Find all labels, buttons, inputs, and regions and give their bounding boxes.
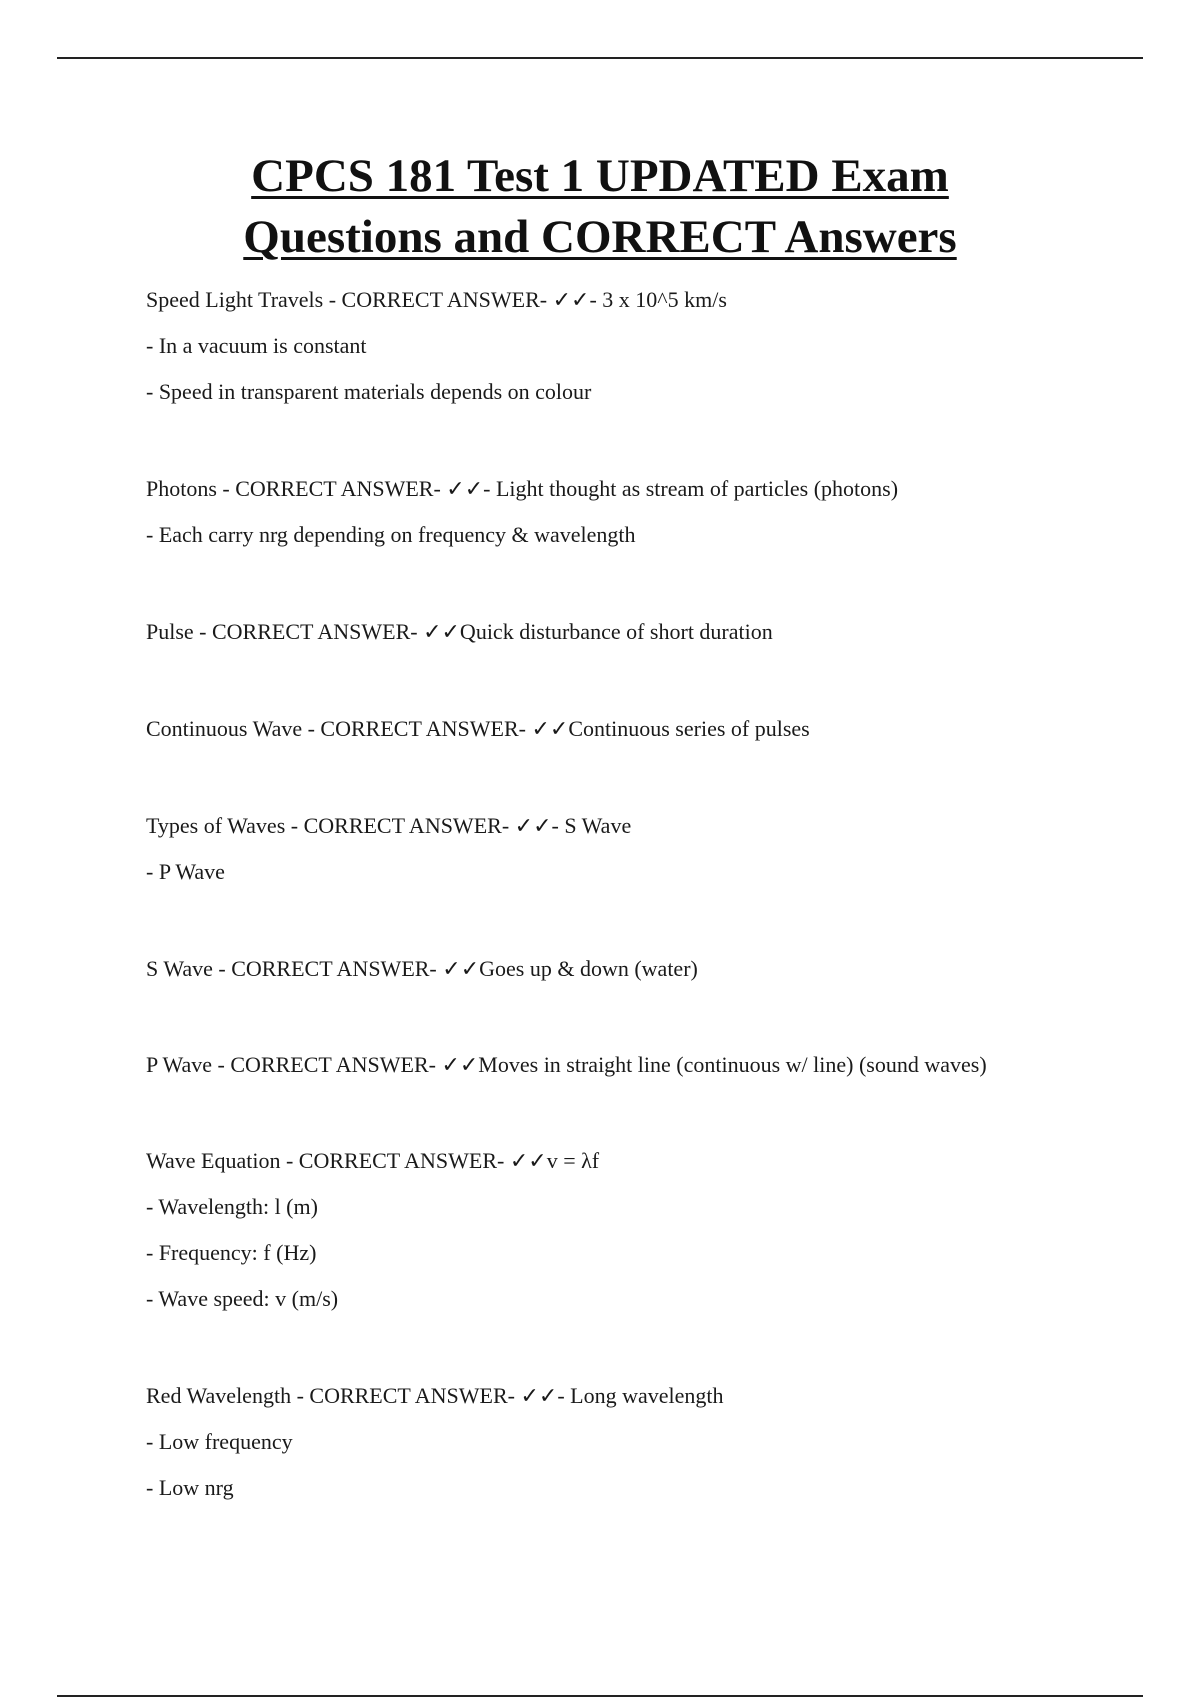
qa-entry-speed-light [146,283,1036,409]
qa-entry-s-wave [146,952,1036,986]
qa-line: Wave Equation - CORRECT ANSWER- ✓✓v = λf [146,1148,600,1173]
qa-line: Pulse - CORRECT ANSWER- ✓✓Quick disturbance of short duration [146,619,773,644]
qa-line: - Each carry nrg depending on frequency & wavelength [146,522,636,547]
qa-entry-wave-equation [146,1144,1036,1316]
qa-line: Photons - CORRECT ANSWER- ✓✓- Light thought as stream of particles (photons) [146,476,899,501]
footer-rule [57,1695,1143,1697]
qa-line: - Speed in transparent materials depends on colour [146,379,592,404]
qa-line: - Low frequency [146,1429,293,1454]
qa-entry-continuous-wave [146,712,1036,746]
title-line: CPCS 181 Test 1 UPDATED Exam [251,150,949,202]
qa-line: P Wave - CORRECT ANSWER- ✓✓Moves in straight line (continuous w/ line) (sound waves) [146,1052,987,1077]
qa-entry-types-of-waves [146,809,1036,889]
qa-line: Red Wavelength - CORRECT ANSWER- ✓✓- Long wavelength [146,1383,724,1408]
qa-line: S Wave - CORRECT ANSWER- ✓✓Goes up & down (water) [146,956,698,981]
qa-entry-red-wavelength [146,1379,1036,1505]
qa-line: - In a vacuum is constant [146,333,367,358]
title-line: Questions and CORRECT Answers [243,211,957,263]
qa-entry-pulse [146,615,1036,649]
qa-list [146,283,1036,1568]
header-rule [57,57,1143,59]
qa-entry-p-wave [146,1049,1036,1081]
qa-line: - Frequency: f (Hz) [146,1240,317,1265]
qa-entry-photons [146,472,1036,552]
qa-line: Speed Light Travels - CORRECT ANSWER- ✓✓- 3 x 10^5 km/s [146,287,727,312]
document-title [100,146,1100,268]
qa-line: - Low nrg [146,1475,234,1500]
qa-line: Types of Waves - CORRECT ANSWER- ✓✓- S Wave [146,813,632,838]
qa-line: - P Wave [146,859,225,884]
qa-line: - Wavelength: l (m) [146,1194,318,1219]
qa-line: Continuous Wave - CORRECT ANSWER- ✓✓Continuous series of pulses [146,716,810,741]
qa-line: - Wave speed: v (m/s) [146,1286,339,1311]
